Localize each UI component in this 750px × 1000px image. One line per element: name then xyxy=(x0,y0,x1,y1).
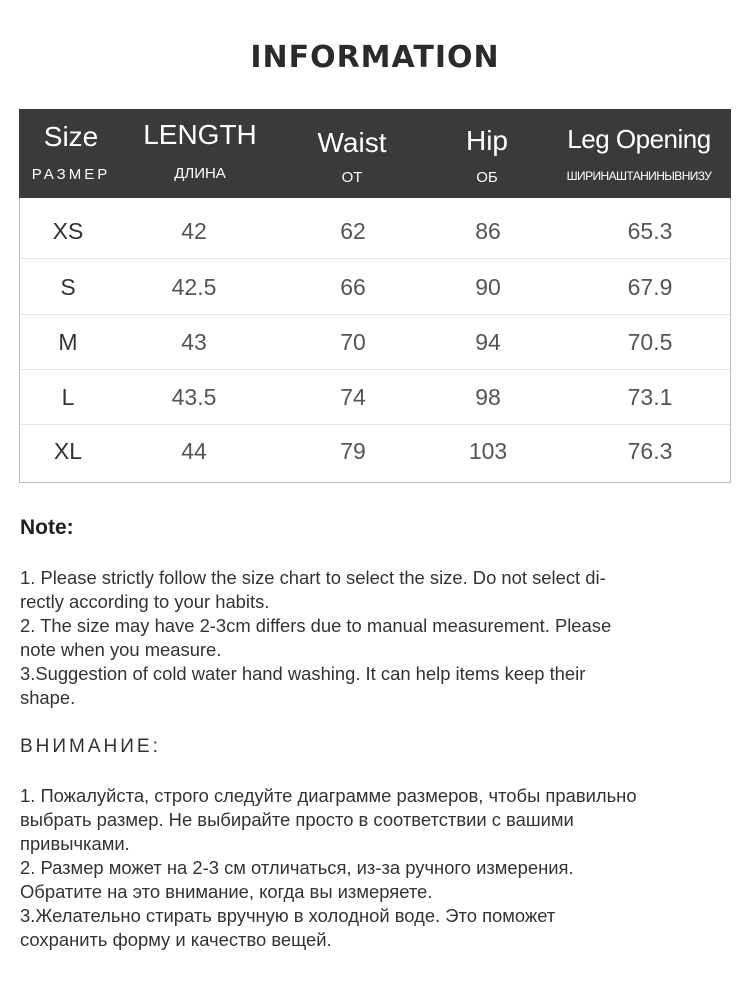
cell-hip: 86 xyxy=(475,218,501,244)
russian-line: 3.Желательно стирать вручную в холодной воде. Это поможет xyxy=(20,905,556,926)
cell-hip: 98 xyxy=(475,384,501,410)
cell-length: 44 xyxy=(181,438,207,464)
cell-size: S xyxy=(60,274,76,300)
header-leg-opening-label: Leg Opening xyxy=(567,124,711,154)
cell-length: 42 xyxy=(181,218,207,244)
cell-waist: 74 xyxy=(340,384,366,410)
russian-line: 2. Размер может на 2-3 см отличаться, из-за ручного измерения. xyxy=(20,857,574,878)
cell-leg-opening: 76.3 xyxy=(627,438,673,464)
note-line: note when you measure. xyxy=(20,639,222,660)
header-hip-label: Hip xyxy=(465,125,508,156)
note-heading: Note: xyxy=(20,516,74,539)
page-title: INFORMATION xyxy=(250,40,500,75)
note-line: 1. Please strictly follow the size chart to select the size. Do not select di- xyxy=(20,567,606,588)
header-length xyxy=(123,109,277,198)
cell-size: XL xyxy=(53,438,83,464)
cell-length: 43.5 xyxy=(171,384,217,410)
cell-leg-opening: 65.3 xyxy=(627,218,673,244)
cell-size: L xyxy=(61,384,75,410)
header-leg-opening xyxy=(547,109,731,198)
cell-hip: 90 xyxy=(475,274,501,300)
russian-line: 1. Пожалуйста, строго следуйте диаграмме размеров, чтобы правильно xyxy=(20,785,637,806)
table-header xyxy=(19,109,731,198)
russian-line: Обратите на это внимание, когда вы измеряете. xyxy=(20,881,433,902)
russian-line: привычками. xyxy=(20,833,130,854)
table-row xyxy=(20,424,730,478)
header-hip-sublabel: ОБ xyxy=(476,169,498,186)
russian-line: сохранить форму и качество вещей. xyxy=(20,929,332,950)
cell-waist: 79 xyxy=(340,438,366,464)
header-hip xyxy=(427,109,547,198)
russian-line: выбрать размер. Не выбирайте просто в соответствии с вашими xyxy=(20,809,574,830)
cell-leg-opening: 70.5 xyxy=(627,329,673,355)
note-line: rectly according to your habits. xyxy=(20,591,270,612)
size-chart-table xyxy=(19,109,731,483)
cell-hip: 103 xyxy=(468,438,508,464)
cell-waist: 70 xyxy=(340,329,366,355)
table-row xyxy=(20,260,730,315)
note-line: shape. xyxy=(20,687,76,708)
header-size-label: Size xyxy=(43,121,99,152)
header-waist-sublabel: ОТ xyxy=(341,169,363,186)
note-line: 2. The size may have 2-3cm differs due to manual measurement. Please xyxy=(20,615,612,636)
cell-leg-opening: 67.9 xyxy=(627,274,673,300)
header-size-sublabel: РАЗМЕР xyxy=(31,166,111,183)
table-row xyxy=(20,204,730,259)
table-row xyxy=(20,370,730,425)
cell-waist: 66 xyxy=(340,274,366,300)
cell-length: 43 xyxy=(181,329,207,355)
header-size xyxy=(19,109,123,198)
cell-length: 42.5 xyxy=(171,274,217,300)
header-leg-opening-sublabel: ШИРИНАШТАНИНЫВНИЗУ xyxy=(566,169,712,183)
russian-heading: ВНИМАНИЕ: xyxy=(20,736,161,757)
table-row xyxy=(20,315,730,370)
cell-size: M xyxy=(58,329,78,355)
header-waist-label: Waist xyxy=(317,127,387,158)
header-length-label: LENGTH xyxy=(143,119,257,150)
cell-leg-opening: 73.1 xyxy=(627,384,673,410)
cell-hip: 94 xyxy=(475,329,501,355)
header-waist xyxy=(277,109,427,198)
header-length-sublabel: ДЛИНА xyxy=(174,165,226,182)
cell-size: XS xyxy=(52,218,84,244)
note-line: 3.Suggestion of cold water hand washing. It can help items keep their xyxy=(20,663,586,684)
cell-waist: 62 xyxy=(340,218,366,244)
